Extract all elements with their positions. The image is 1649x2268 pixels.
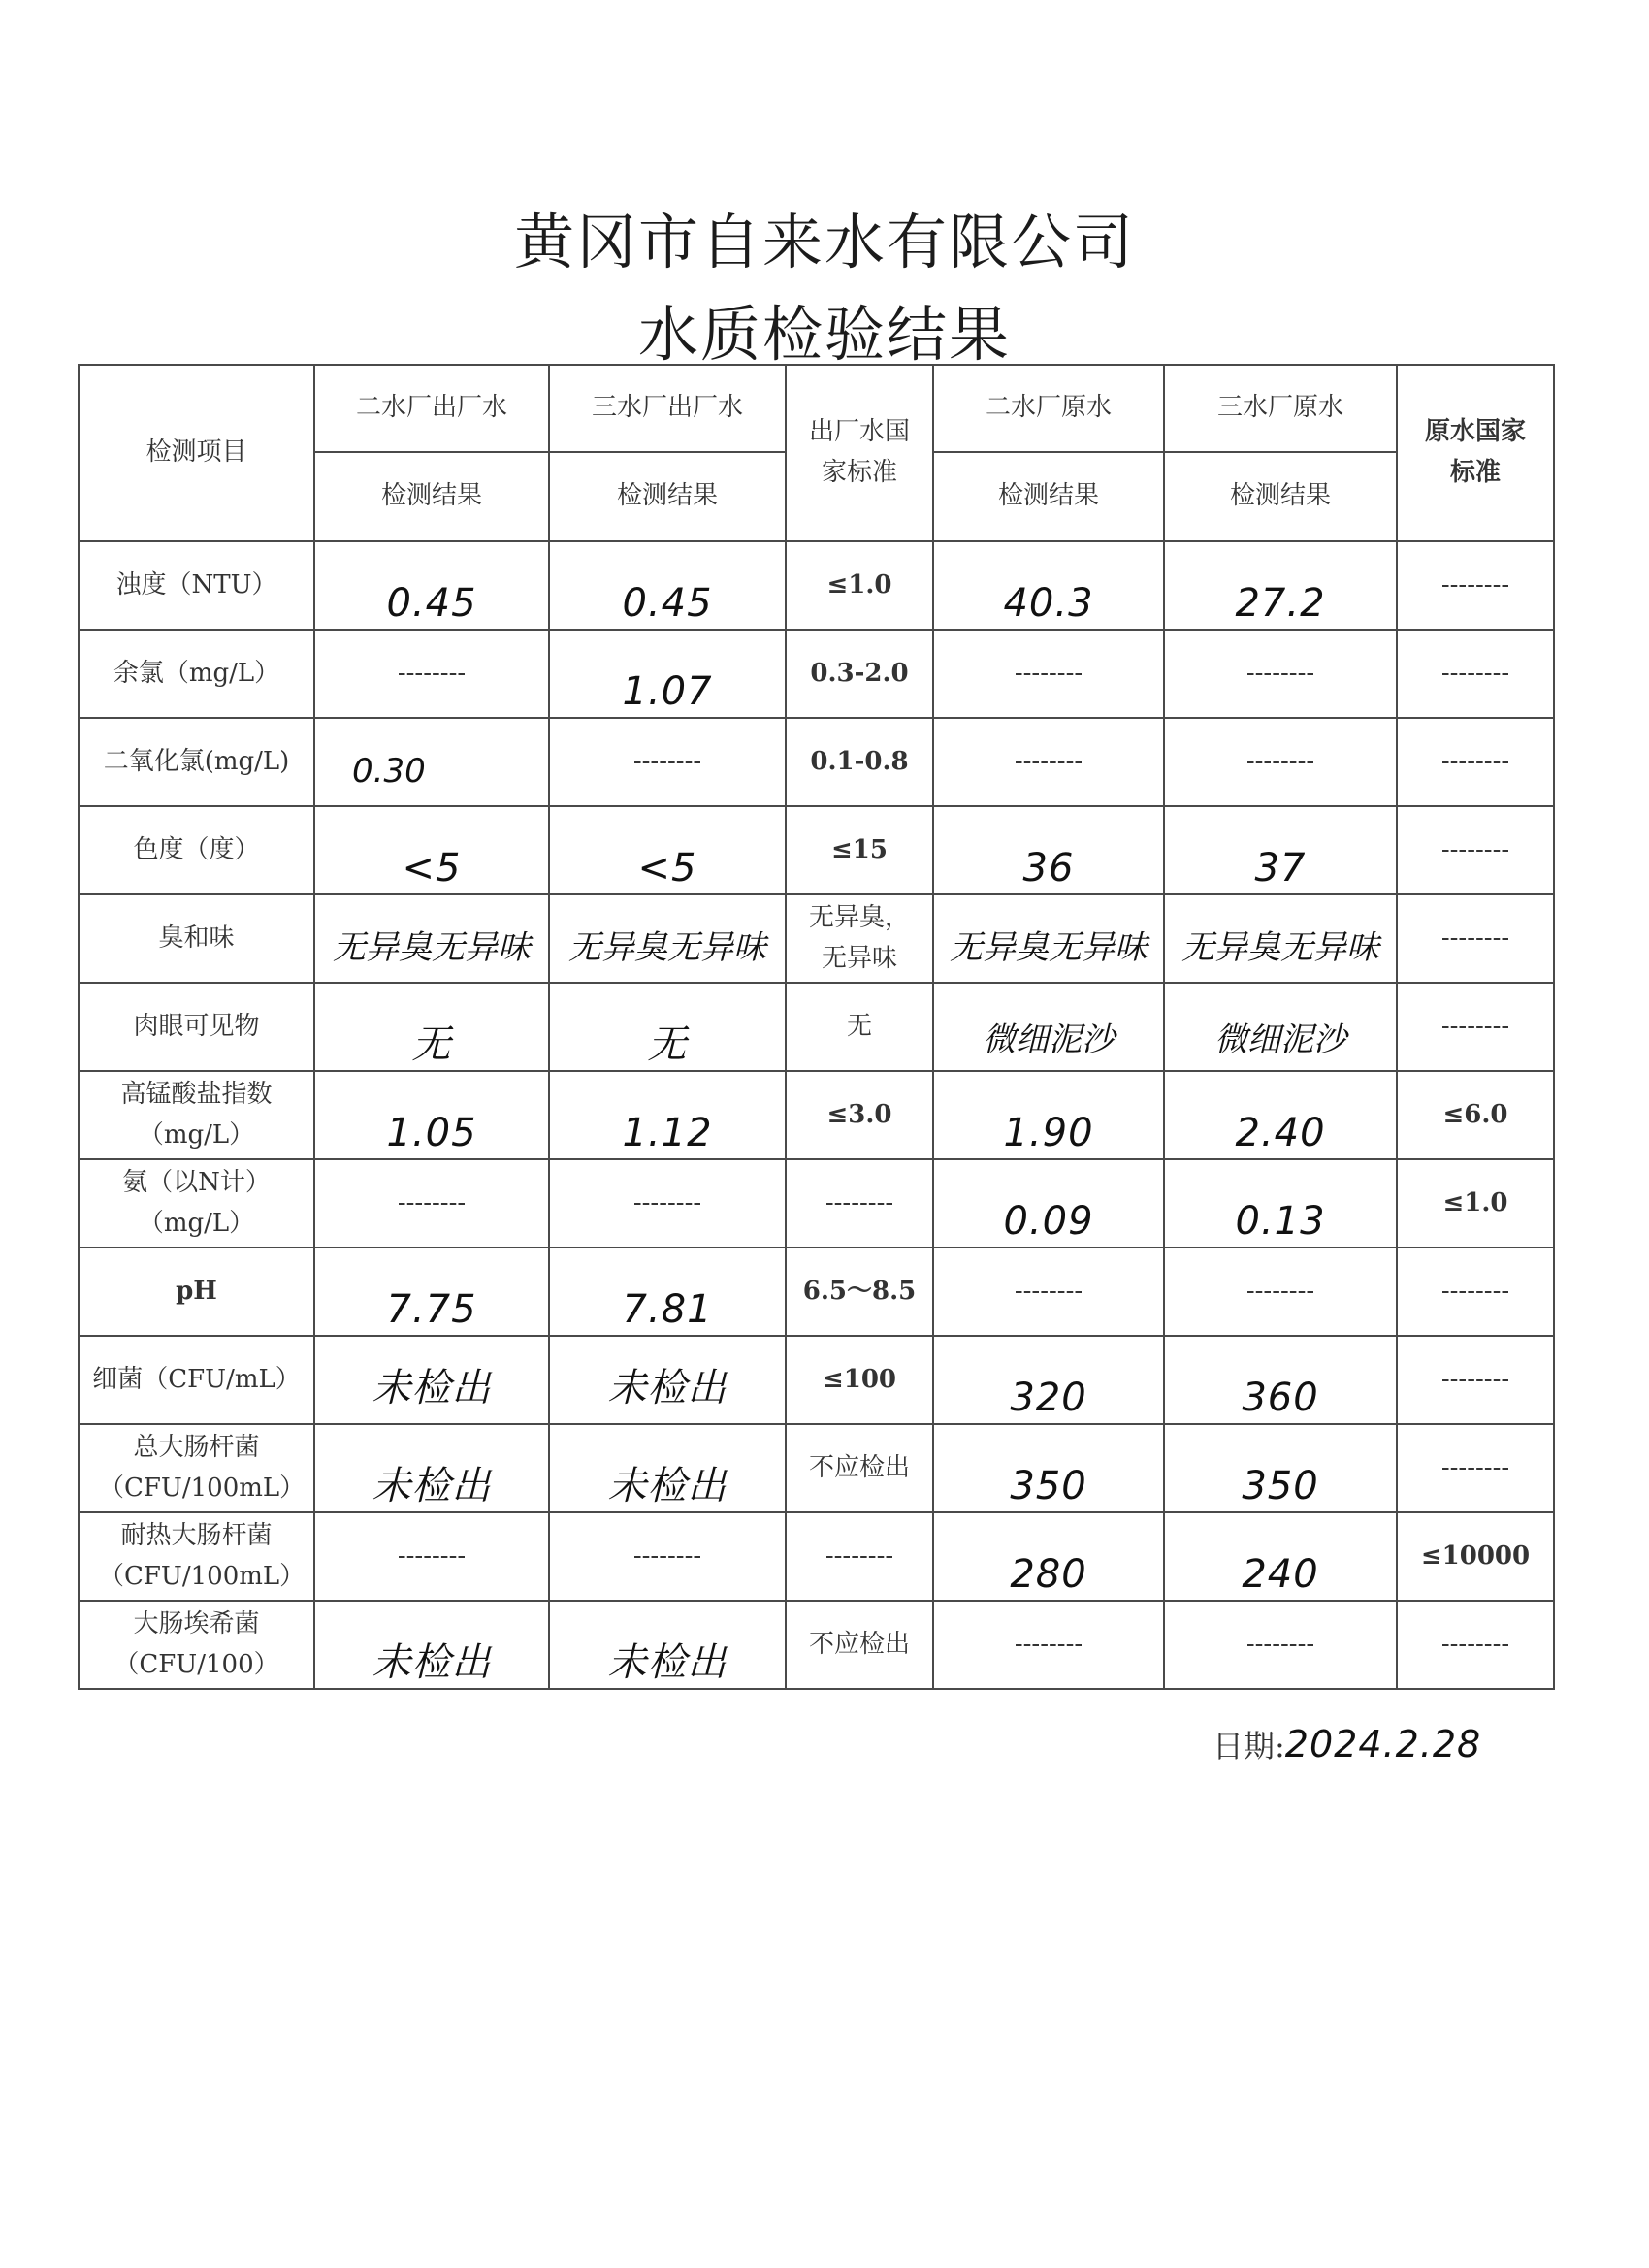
report-date — [1212, 1722, 1481, 1766]
cell-plant3-raw: -------- — [1164, 718, 1397, 806]
cell-raw-standard: ≤1.0 — [1397, 1159, 1554, 1247]
item-name: 大肠埃希菌（CFU/100） — [79, 1601, 314, 1689]
header-result: 检测结果 — [549, 452, 786, 541]
item-name: 氨（以N计）（mg/L） — [79, 1159, 314, 1247]
cell-plant2-raw: 36 — [933, 806, 1164, 894]
cell-plant2-raw: 0.09 — [933, 1159, 1164, 1247]
item-name: 高锰酸盐指数（mg/L） — [79, 1071, 314, 1159]
table-row — [79, 718, 1554, 806]
cell-raw-standard: -------- — [1397, 894, 1554, 983]
table-row — [79, 1336, 1554, 1424]
header-plant3-raw: 三水厂原水 — [1164, 365, 1397, 452]
cell-plant2-out: 0.30 — [314, 718, 549, 806]
cell-plant3-out: 无 — [549, 983, 786, 1071]
cell-plant2-out: 未检出 — [314, 1336, 549, 1424]
cell-out-standard: ≤1.0 — [786, 541, 933, 630]
item-name: 肉眼可见物 — [79, 983, 314, 1071]
header-result: 检测结果 — [1164, 452, 1397, 541]
cell-plant3-out: 7.81 — [549, 1247, 786, 1336]
cell-out-standard: 无异臭，无异味 — [786, 894, 933, 983]
cell-plant2-raw: 40.3 — [933, 541, 1164, 630]
item-name: 二氧化氯(mg/L) — [79, 718, 314, 806]
cell-raw-standard: ≤6.0 — [1397, 1071, 1554, 1159]
cell-plant3-out: 1.12 — [549, 1071, 786, 1159]
cell-out-standard: ≤15 — [786, 806, 933, 894]
cell-plant3-out: -------- — [549, 1159, 786, 1247]
cell-raw-standard: -------- — [1397, 718, 1554, 806]
cell-plant2-out: 无 — [314, 983, 549, 1071]
table-row — [79, 806, 1554, 894]
cell-plant2-raw: 280 — [933, 1512, 1164, 1601]
cell-plant2-out: 7.75 — [314, 1247, 549, 1336]
table-row — [79, 1601, 1554, 1689]
cell-plant3-raw: 27.2 — [1164, 541, 1397, 630]
cell-plant2-raw: -------- — [933, 718, 1164, 806]
table-row — [79, 541, 1554, 630]
header-out-standard: 出厂水国家标准 — [786, 365, 933, 541]
date-label: 日期: — [1212, 1728, 1285, 1765]
cell-out-standard: 不应检出 — [786, 1601, 933, 1689]
cell-plant2-out: <5 — [314, 806, 549, 894]
cell-plant3-raw: 2.40 — [1164, 1071, 1397, 1159]
cell-raw-standard: -------- — [1397, 541, 1554, 630]
item-name: 浊度（NTU） — [79, 541, 314, 630]
cell-plant2-out: 未检出 — [314, 1601, 549, 1689]
cell-plant3-raw: -------- — [1164, 630, 1397, 718]
cell-plant2-raw: 无异臭无异味 — [933, 894, 1164, 983]
cell-raw-standard: -------- — [1397, 806, 1554, 894]
table-row — [79, 894, 1554, 983]
cell-plant3-out: -------- — [549, 718, 786, 806]
header-plant2-out: 二水厂出厂水 — [314, 365, 549, 452]
cell-plant3-raw: 无异臭无异味 — [1164, 894, 1397, 983]
cell-raw-standard: -------- — [1397, 1336, 1554, 1424]
cell-raw-standard: -------- — [1397, 1424, 1554, 1512]
cell-plant3-out: 1.07 — [549, 630, 786, 718]
header-result: 检测结果 — [933, 452, 1164, 541]
cell-plant3-raw: 37 — [1164, 806, 1397, 894]
cell-plant3-out: 无异臭无异味 — [549, 894, 786, 983]
header-result: 检测结果 — [314, 452, 549, 541]
cell-out-standard: 无 — [786, 983, 933, 1071]
header-plant3-out: 三水厂出厂水 — [549, 365, 786, 452]
water-quality-table — [78, 364, 1555, 1690]
table-row — [79, 1512, 1554, 1601]
cell-plant3-out: 未检出 — [549, 1424, 786, 1512]
header-row-1 — [79, 365, 1554, 452]
header-raw-standard: 原水国家标准 — [1397, 365, 1554, 541]
cell-raw-standard: -------- — [1397, 1247, 1554, 1336]
cell-plant3-raw: -------- — [1164, 1601, 1397, 1689]
cell-raw-standard: -------- — [1397, 1601, 1554, 1689]
cell-plant2-raw: -------- — [933, 1601, 1164, 1689]
cell-plant2-out: -------- — [314, 1159, 549, 1247]
cell-plant2-out: 1.05 — [314, 1071, 549, 1159]
item-name: 耐热大肠杆菌（CFU/100mL） — [79, 1512, 314, 1601]
cell-plant3-out: 未检出 — [549, 1336, 786, 1424]
header-plant2-raw: 二水厂原水 — [933, 365, 1164, 452]
cell-out-standard: 0.1-0.8 — [786, 718, 933, 806]
cell-plant2-out: 无异臭无异味 — [314, 894, 549, 983]
cell-plant2-out: 未检出 — [314, 1424, 549, 1512]
cell-out-standard: 不应检出 — [786, 1424, 933, 1512]
cell-plant2-raw: -------- — [933, 630, 1164, 718]
cell-out-standard: ≤100 — [786, 1336, 933, 1424]
document-subtitle: 水质检验结果 — [637, 299, 1011, 370]
table-row — [79, 983, 1554, 1071]
table-row — [79, 1424, 1554, 1512]
cell-plant3-out: <5 — [549, 806, 786, 894]
cell-plant3-raw: 微细泥沙 — [1164, 983, 1397, 1071]
item-name: 臭和味 — [79, 894, 314, 983]
cell-out-standard: -------- — [786, 1159, 933, 1247]
item-name: 细菌（CFU/mL） — [79, 1336, 314, 1424]
cell-raw-standard: ≤10000 — [1397, 1512, 1554, 1601]
table-row — [79, 630, 1554, 718]
cell-plant2-raw: 350 — [933, 1424, 1164, 1512]
cell-raw-standard: -------- — [1397, 983, 1554, 1071]
cell-out-standard: 0.3-2.0 — [786, 630, 933, 718]
cell-plant2-out: -------- — [314, 630, 549, 718]
item-name: 总大肠杆菌（CFU/100mL） — [79, 1424, 314, 1512]
cell-out-standard: ≤3.0 — [786, 1071, 933, 1159]
cell-plant3-raw: 240 — [1164, 1512, 1397, 1601]
header-item: 检测项目 — [79, 365, 314, 541]
cell-plant2-raw: -------- — [933, 1247, 1164, 1336]
cell-plant2-out: -------- — [314, 1512, 549, 1601]
cell-plant2-raw: 1.90 — [933, 1071, 1164, 1159]
item-name: 色度（度） — [79, 806, 314, 894]
table-row — [79, 1247, 1554, 1336]
cell-plant2-out: 0.45 — [314, 541, 549, 630]
table-row — [79, 1071, 1554, 1159]
item-name: 余氯（mg/L） — [79, 630, 314, 718]
cell-plant3-out: -------- — [549, 1512, 786, 1601]
item-name: pH — [79, 1247, 314, 1336]
cell-plant3-raw: -------- — [1164, 1247, 1397, 1336]
date-value: 2024.2.28 — [1284, 1723, 1482, 1766]
cell-out-standard: -------- — [786, 1512, 933, 1601]
cell-raw-standard: -------- — [1397, 630, 1554, 718]
cell-plant3-out: 未检出 — [549, 1601, 786, 1689]
cell-plant2-raw: 微细泥沙 — [933, 983, 1164, 1071]
cell-plant2-raw: 320 — [933, 1336, 1164, 1424]
document-title: 黄冈市自来水有限公司 — [513, 207, 1135, 277]
cell-plant3-raw: 360 — [1164, 1336, 1397, 1424]
cell-plant3-raw: 350 — [1164, 1424, 1397, 1512]
table-row — [79, 1159, 1554, 1247]
cell-out-standard: 6.5～8.5 — [786, 1247, 933, 1336]
cell-plant3-out: 0.45 — [549, 541, 786, 630]
cell-plant3-raw: 0.13 — [1164, 1159, 1397, 1247]
